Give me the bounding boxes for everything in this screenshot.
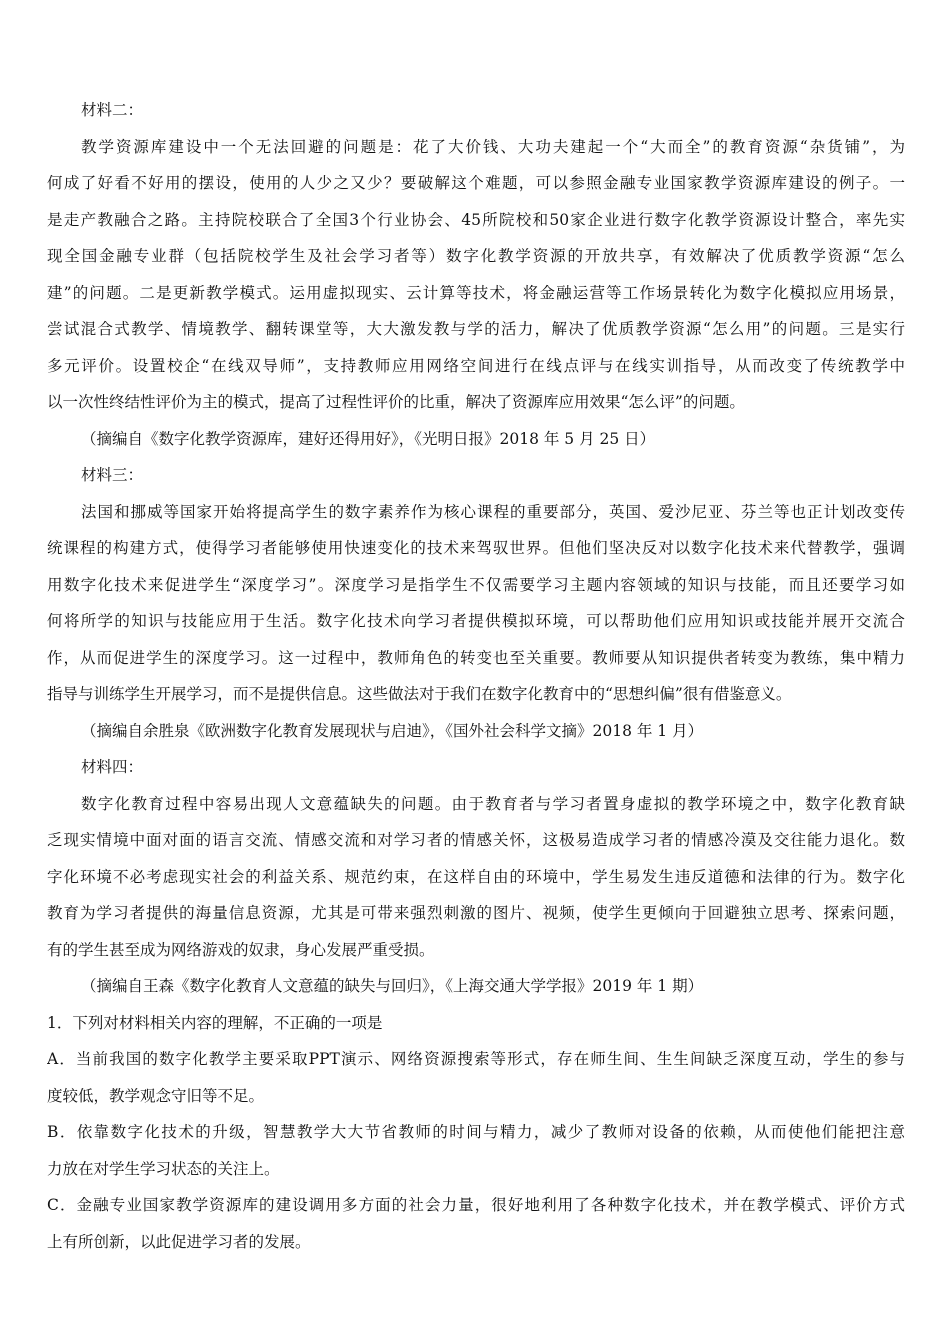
material-4-section [47, 749, 905, 1005]
paragraph-line: 作，从而促进学生的深度学习。这一过程中，教师角色的转变也至关重要。教师要从知识提供者转变为教练，集中精力 [47, 648, 905, 667]
paragraph-line: 法国和挪威等国家开始将提高学生的数字素养作为核心课程的重要部分，英国、爱沙尼亚、芬兰等也正计划改变传 [81, 502, 905, 521]
option-c [47, 1187, 905, 1260]
material-3-source: （摘编自余胜泉《欧洲数字化教育发展现状与启迪》，《国外社会科学文摘》2018 年 1 月） [81, 721, 704, 740]
material-4-heading: 材料四： [81, 758, 144, 776]
paragraph-line: 何将所学的知识与技能应用于生活。数字化技术向学习者提供模拟环境，可以帮助他们应用知识或技能并展开交流合 [47, 612, 905, 630]
paragraph-line: 建”的问题。二是更新教学模式。运用虚拟现实、云计算等技术，将金融运营等工作场景转化为数字化模拟应用场景， [47, 283, 905, 302]
option-line: 度较低，教学观念守旧等不足。 [47, 1086, 265, 1105]
material-4-source: （摘编自王森《数字化教育人文意蕴的缺失与回归》，《上海交通大学学报》2019 年 1 期） [81, 977, 704, 995]
material-2-source: （摘编自《数字化教学资源库，建好还得用好》，《光明日报》2018 年 5 月 25 日） [81, 429, 656, 448]
option-b [47, 1114, 905, 1187]
option-line: C．金融专业国家教学资源库的建设调用多方面的社会力量，很好地利用了各种数字化技术，并在教学模式、评价方式 [47, 1196, 905, 1214]
question-1 [47, 1005, 905, 1261]
document-page [47, 92, 905, 1260]
paragraph-line: 是走产教融合之路。主持院校联合了全国3个行业协会、45所院校和50家企业进行数字化教学资源设计整合，率先实 [47, 210, 905, 229]
paragraph-line: 指导与训练学生开展学习，而不是提供信息。这些做法对于我们在数字化教育中的“思想纠偏”很有借鉴意义。 [47, 685, 792, 703]
option-line: 上有所创新，以此促进学习者的发展。 [47, 1232, 311, 1251]
material-2-heading: 材料二： [81, 101, 144, 119]
option-line: 力放在对学生学习状态的关注上。 [47, 1159, 280, 1178]
paragraph-line: 字化环境不必考虑现实社会的利益关系、规范约束，在这样自由的环境中，学生易发生违反道德和法律的行为。数字化 [47, 867, 905, 886]
paragraph-line: 何成了好看不好用的摆设，使用的人少之又少？要破解这个难题，可以参照金融专业国家教学资源库建设的例子。一 [47, 174, 905, 192]
paragraph-line: 尝试混合式教学、情境教学、翻转课堂等，大大激发教与学的活力，解决了优质教学资源“怎么用”的问题。三是实行 [47, 320, 905, 338]
paragraph-line: 以一次性终结性评价为主的模式，提高了过程性评价的比重，解决了资源库应用效果“怎么评”的问题。 [47, 393, 745, 411]
paragraph-line: 数字化教育过程中容易出现人文意蕴缺失的问题。由于教育者与学习者置身虚拟的教学环境之中，数字化教育缺 [81, 794, 905, 813]
paragraph-line: 统课程的构建方式，使得学习者能够使用快速变化的技术来驾驭世界。但他们坚决反对以数字化技术来代替教学，强调 [47, 539, 905, 557]
paragraph-line: 有的学生甚至成为网络游戏的奴隶，身心发展严重受损。 [47, 940, 435, 959]
paragraph-line: 乏现实情境中面对面的语言交流、情感交流和对学习者的情感关怀，这极易造成学习者的情感冷漠及交往能力退化。数 [47, 831, 905, 849]
option-line: A．当前我国的数字化教学主要采取PPT演示、网络资源搜索等形式，存在师生间、生生间缺乏深度互动，学生的参与 [47, 1050, 905, 1068]
material-2-section [47, 92, 905, 457]
paragraph-line: 教学资源库建设中一个无法回避的问题是：花了大价钱、大功夫建起一个“大而全”的教育资源“杂货铺”，为 [81, 137, 905, 156]
option-line: B．依靠数字化技术的升级，智慧教学大大节省教师的时间与精力，减少了教师对设备的依赖，从而使他们能把注意 [47, 1123, 905, 1141]
paragraph-line: 用数字化技术来促进学生“深度学习”。深度学习是指学生不仅需要学习主题内容领域的知识与技能，而且还要学习如 [47, 575, 905, 594]
material-3-section [47, 457, 905, 749]
paragraph-line: 教育为学习者提供的海量信息资源，尤其是可带来强烈刺激的图片、视频，使学生更倾向于回避独立思考、探索问题， [47, 904, 905, 922]
paragraph-line: 多元评价。设置校企“在线双导师”，支持教师应用网络空间进行在线点评与在线实训指导，从而改变了传统教学中 [47, 356, 905, 375]
option-a [47, 1041, 905, 1114]
paragraph-line: 现全国金融专业群（包括院校学生及社会学习者等）数字化教学资源的开放共享，有效解决了优质教学资源“怎么 [47, 247, 905, 265]
question-stem: 1．下列对材料相关内容的理解，不正确的一项是 [47, 1013, 383, 1032]
material-3-heading: 材料三： [81, 466, 144, 484]
